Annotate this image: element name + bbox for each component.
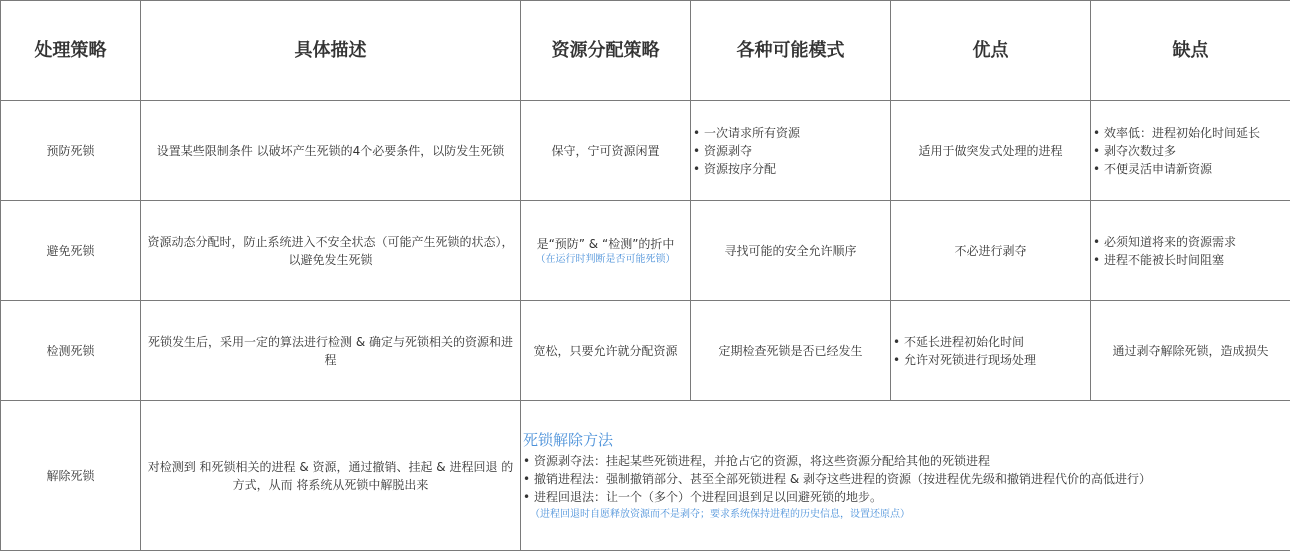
list-item: • 资源剥夺 (693, 142, 887, 160)
cons-list (1093, 124, 1287, 178)
cons-cell (1091, 201, 1290, 301)
strategy-cell: 解除死锁 (1, 401, 141, 551)
list-item: • 允许对死锁进行现场处理 (893, 351, 1087, 369)
table-row (1, 101, 1290, 201)
list-item: • 不便灵活申请新资源 (1093, 160, 1287, 178)
allocation-cell: 宽松，只要允许就分配资源 (521, 301, 691, 401)
description-cell: 死锁发生后，采用一定的算法进行检测 & 确定与死锁相关的资源和进程 (141, 301, 521, 401)
strategy-cell: 避免死锁 (1, 201, 141, 301)
resolution-methods-cell (521, 401, 1290, 551)
modes-cell (691, 101, 891, 201)
cons-cell (1091, 101, 1290, 201)
allocation-note: （在运行时判断是否可能死锁） (524, 253, 687, 267)
list-item: • 资源按序分配 (693, 160, 887, 178)
allocation-text: 是“预防” & “检测”的折中 (524, 235, 687, 253)
list-item: • 进程不能被长时间阻塞 (1093, 251, 1287, 269)
table-row (1, 301, 1290, 401)
list-item: • 不延长进程初始化时间 (893, 333, 1087, 351)
pros-cell: 不必进行剥夺 (891, 201, 1091, 301)
cons-cell: 通过剥夺解除死锁，造成损失 (1091, 301, 1290, 401)
modes-list (693, 124, 887, 178)
strategy-cell: 检测死锁 (1, 301, 141, 401)
allocation-cell (521, 201, 691, 301)
table-row (1, 401, 1290, 551)
description-cell: 设置某些限制条件 以破坏产生死锁的4个必要条件，以防发生死锁 (141, 101, 521, 201)
header-pros: 优点 (891, 1, 1091, 101)
list-item: • 进程回退法：让一个（多个）个进程回退到足以回避死锁的地步。 (523, 488, 1288, 506)
table-row (1, 201, 1290, 301)
list-item: • 剥夺次数过多 (1093, 142, 1287, 160)
list-item: • 撤销进程法：强制撤销部分、甚至全部死锁进程 & 剥夺这些进程的资源（按进程优先级和撤销进程代价的高低进行） (523, 470, 1288, 488)
modes-cell: 定期检查死锁是否已经发生 (691, 301, 891, 401)
list-item: • 必须知道将来的资源需求 (1093, 233, 1287, 251)
pros-list (893, 333, 1087, 369)
header-description: 具体描述 (141, 1, 521, 101)
resolution-methods-list (523, 452, 1288, 506)
resolution-methods-note: （进程回退时自愿释放资源而不是剥夺；要求系统保持进程的历史信息，设置还原点） (523, 508, 1288, 522)
strategy-cell: 预防死锁 (1, 101, 141, 201)
list-item: • 资源剥夺法：挂起某些死锁进程，并抢占它的资源，将这些资源分配给其他的死锁进程 (523, 452, 1288, 470)
table-header-row (1, 1, 1290, 101)
allocation-cell: 保守，宁可资源闲置 (521, 101, 691, 201)
description-cell: 对检测到 和死锁相关的进程 & 资源，通过撤销、挂起 & 进程回退 的方式，从而 将系统从死锁中解脱出来 (141, 401, 521, 551)
pros-cell (891, 301, 1091, 401)
resolution-methods-title: 死锁解除方法 (523, 430, 1288, 450)
cons-list (1093, 233, 1287, 269)
pros-cell: 适用于做突发式处理的进程 (891, 101, 1091, 201)
list-item: • 一次请求所有资源 (693, 124, 887, 142)
modes-cell: 寻找可能的安全允许顺序 (691, 201, 891, 301)
header-cons: 缺点 (1091, 1, 1290, 101)
header-strategy: 处理策略 (1, 1, 141, 101)
list-item: • 效率低：进程初始化时间延长 (1093, 124, 1287, 142)
header-allocation: 资源分配策略 (521, 1, 691, 101)
header-modes: 各种可能模式 (691, 1, 891, 101)
description-cell: 资源动态分配时，防止系统进入不安全状态（可能产生死锁的状态），以避免发生死锁 (141, 201, 521, 301)
